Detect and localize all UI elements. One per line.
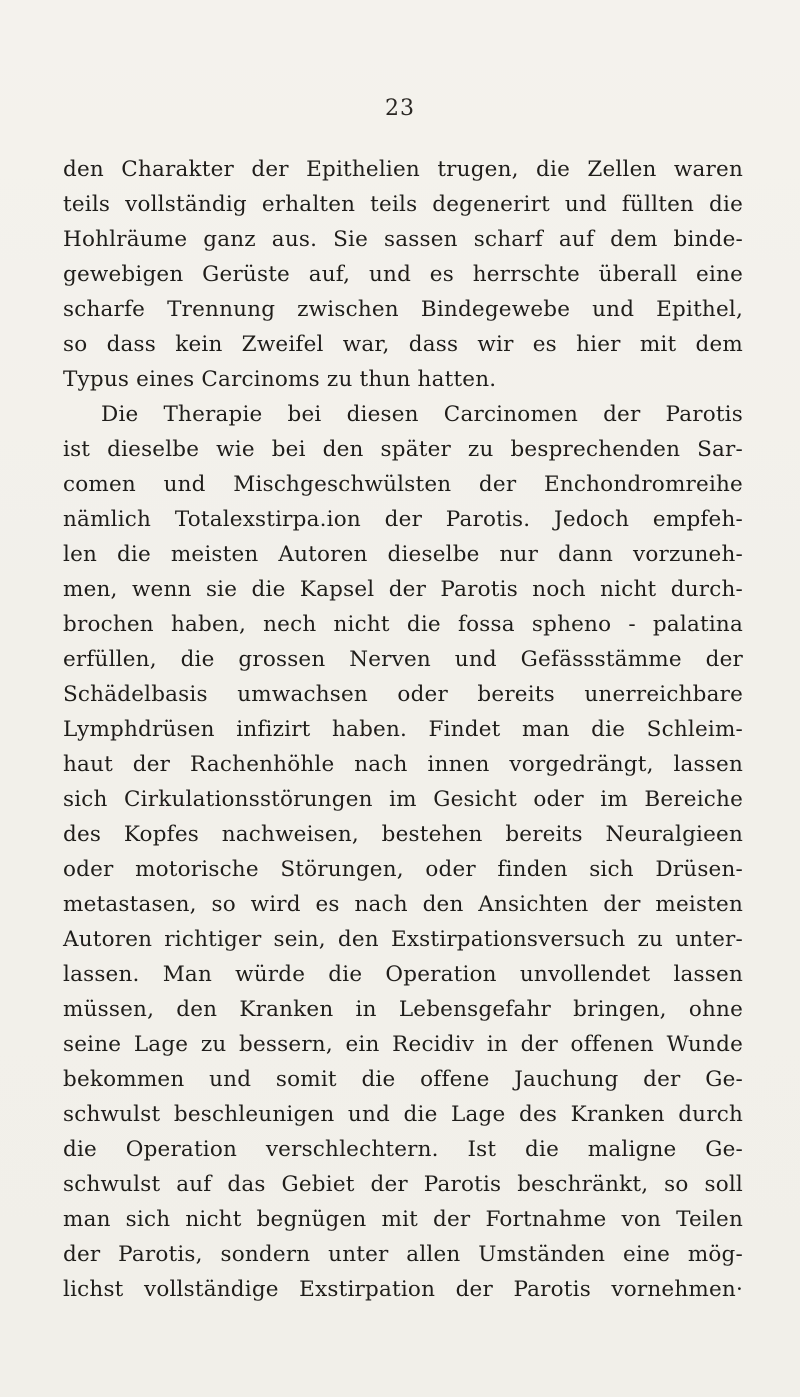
text-line: sich Cirkulationsstörungen im Gesicht oder im Bereiche [63,787,743,812]
text-line: lichst vollständige Exstirpation der Parotis vornehmen· [63,1277,743,1302]
page-number: 23 [385,96,415,121]
text-line: Hohlräume ganz aus. Sie sassen scharf auf dem binde- [63,227,743,252]
paragraph-1 [63,152,743,397]
body-text [63,152,743,1307]
text-line: len die meisten Autoren dieselbe nur dann vorzuneh- [63,542,743,567]
text-line: man sich nicht begnügen mit der Fortnahme von Teilen [63,1207,743,1232]
text-line: so dass kein Zweifel war, dass wir es hier mit dem [63,332,743,357]
text-line: scharfe Trennung zwischen Bindegewebe und Epithel, [63,297,743,322]
text-line: oder motorische Störungen, oder finden sich Drüsen- [63,857,743,882]
text-line: metastasen, so wird es nach den Ansichten der meisten [63,892,743,917]
text-line: erfüllen, die grossen Nerven und Gefässstämme der [63,647,743,672]
text-line: Schädelbasis umwachsen oder bereits unerreichbare [63,682,743,707]
text-line: brochen haben, nech nicht die fossa spheno - palatina [63,612,743,637]
text-line: schwulst auf das Gebiet der Parotis beschränkt, so soll [63,1172,743,1197]
text-line: Lymphdrüsen infizirt haben. Findet man die Schleim- [63,717,743,742]
text-line: schwulst beschleunigen und die Lage des Kranken durch [63,1102,743,1127]
text-line: die Operation verschlechtern. Ist die maligne Ge- [63,1137,743,1162]
text-line: Typus eines Carcinoms zu thun hatten. [63,367,497,392]
text-line: men, wenn sie die Kapsel der Parotis noch nicht durch- [63,577,743,602]
text-line: der Parotis, sondern unter allen Umständen eine mög- [63,1242,743,1267]
text-line: comen und Mischgeschwülsten der Enchondromreihe [63,472,743,497]
text-line: lassen. Man würde die Operation unvollendet lassen [63,962,743,987]
text-line: ist dieselbe wie bei den später zu besprechenden Sar- [63,437,743,462]
text-line: des Kopfes nachweisen, bestehen bereits Neuralgieen [63,822,743,847]
text-line: den Charakter der Epithelien trugen, die Zellen waren [63,157,743,182]
text-line: nämlich Totalexstirpa.ion der Parotis. Jedoch empfeh- [63,507,743,532]
text-line: Die Therapie bei diesen Carcinomen der Parotis [101,402,743,427]
text-line: Autoren richtiger sein, den Exstirpationsversuch zu unter- [63,927,743,952]
text-line: gewebigen Gerüste auf, und es herrschte überall eine [63,262,743,287]
paragraph-2 [63,397,743,1307]
text-line: bekommen und somit die offene Jauchung der Ge- [63,1067,743,1092]
text-line: müssen, den Kranken in Lebensgefahr bringen, ohne [63,997,743,1022]
text-line: teils vollständig erhalten teils degenerirt und füllten die [63,192,743,217]
text-line: haut der Rachenhöhle nach innen vorgedrängt, lassen [63,752,743,777]
text-line: seine Lage zu bessern, ein Recidiv in der offenen Wunde [63,1032,743,1057]
